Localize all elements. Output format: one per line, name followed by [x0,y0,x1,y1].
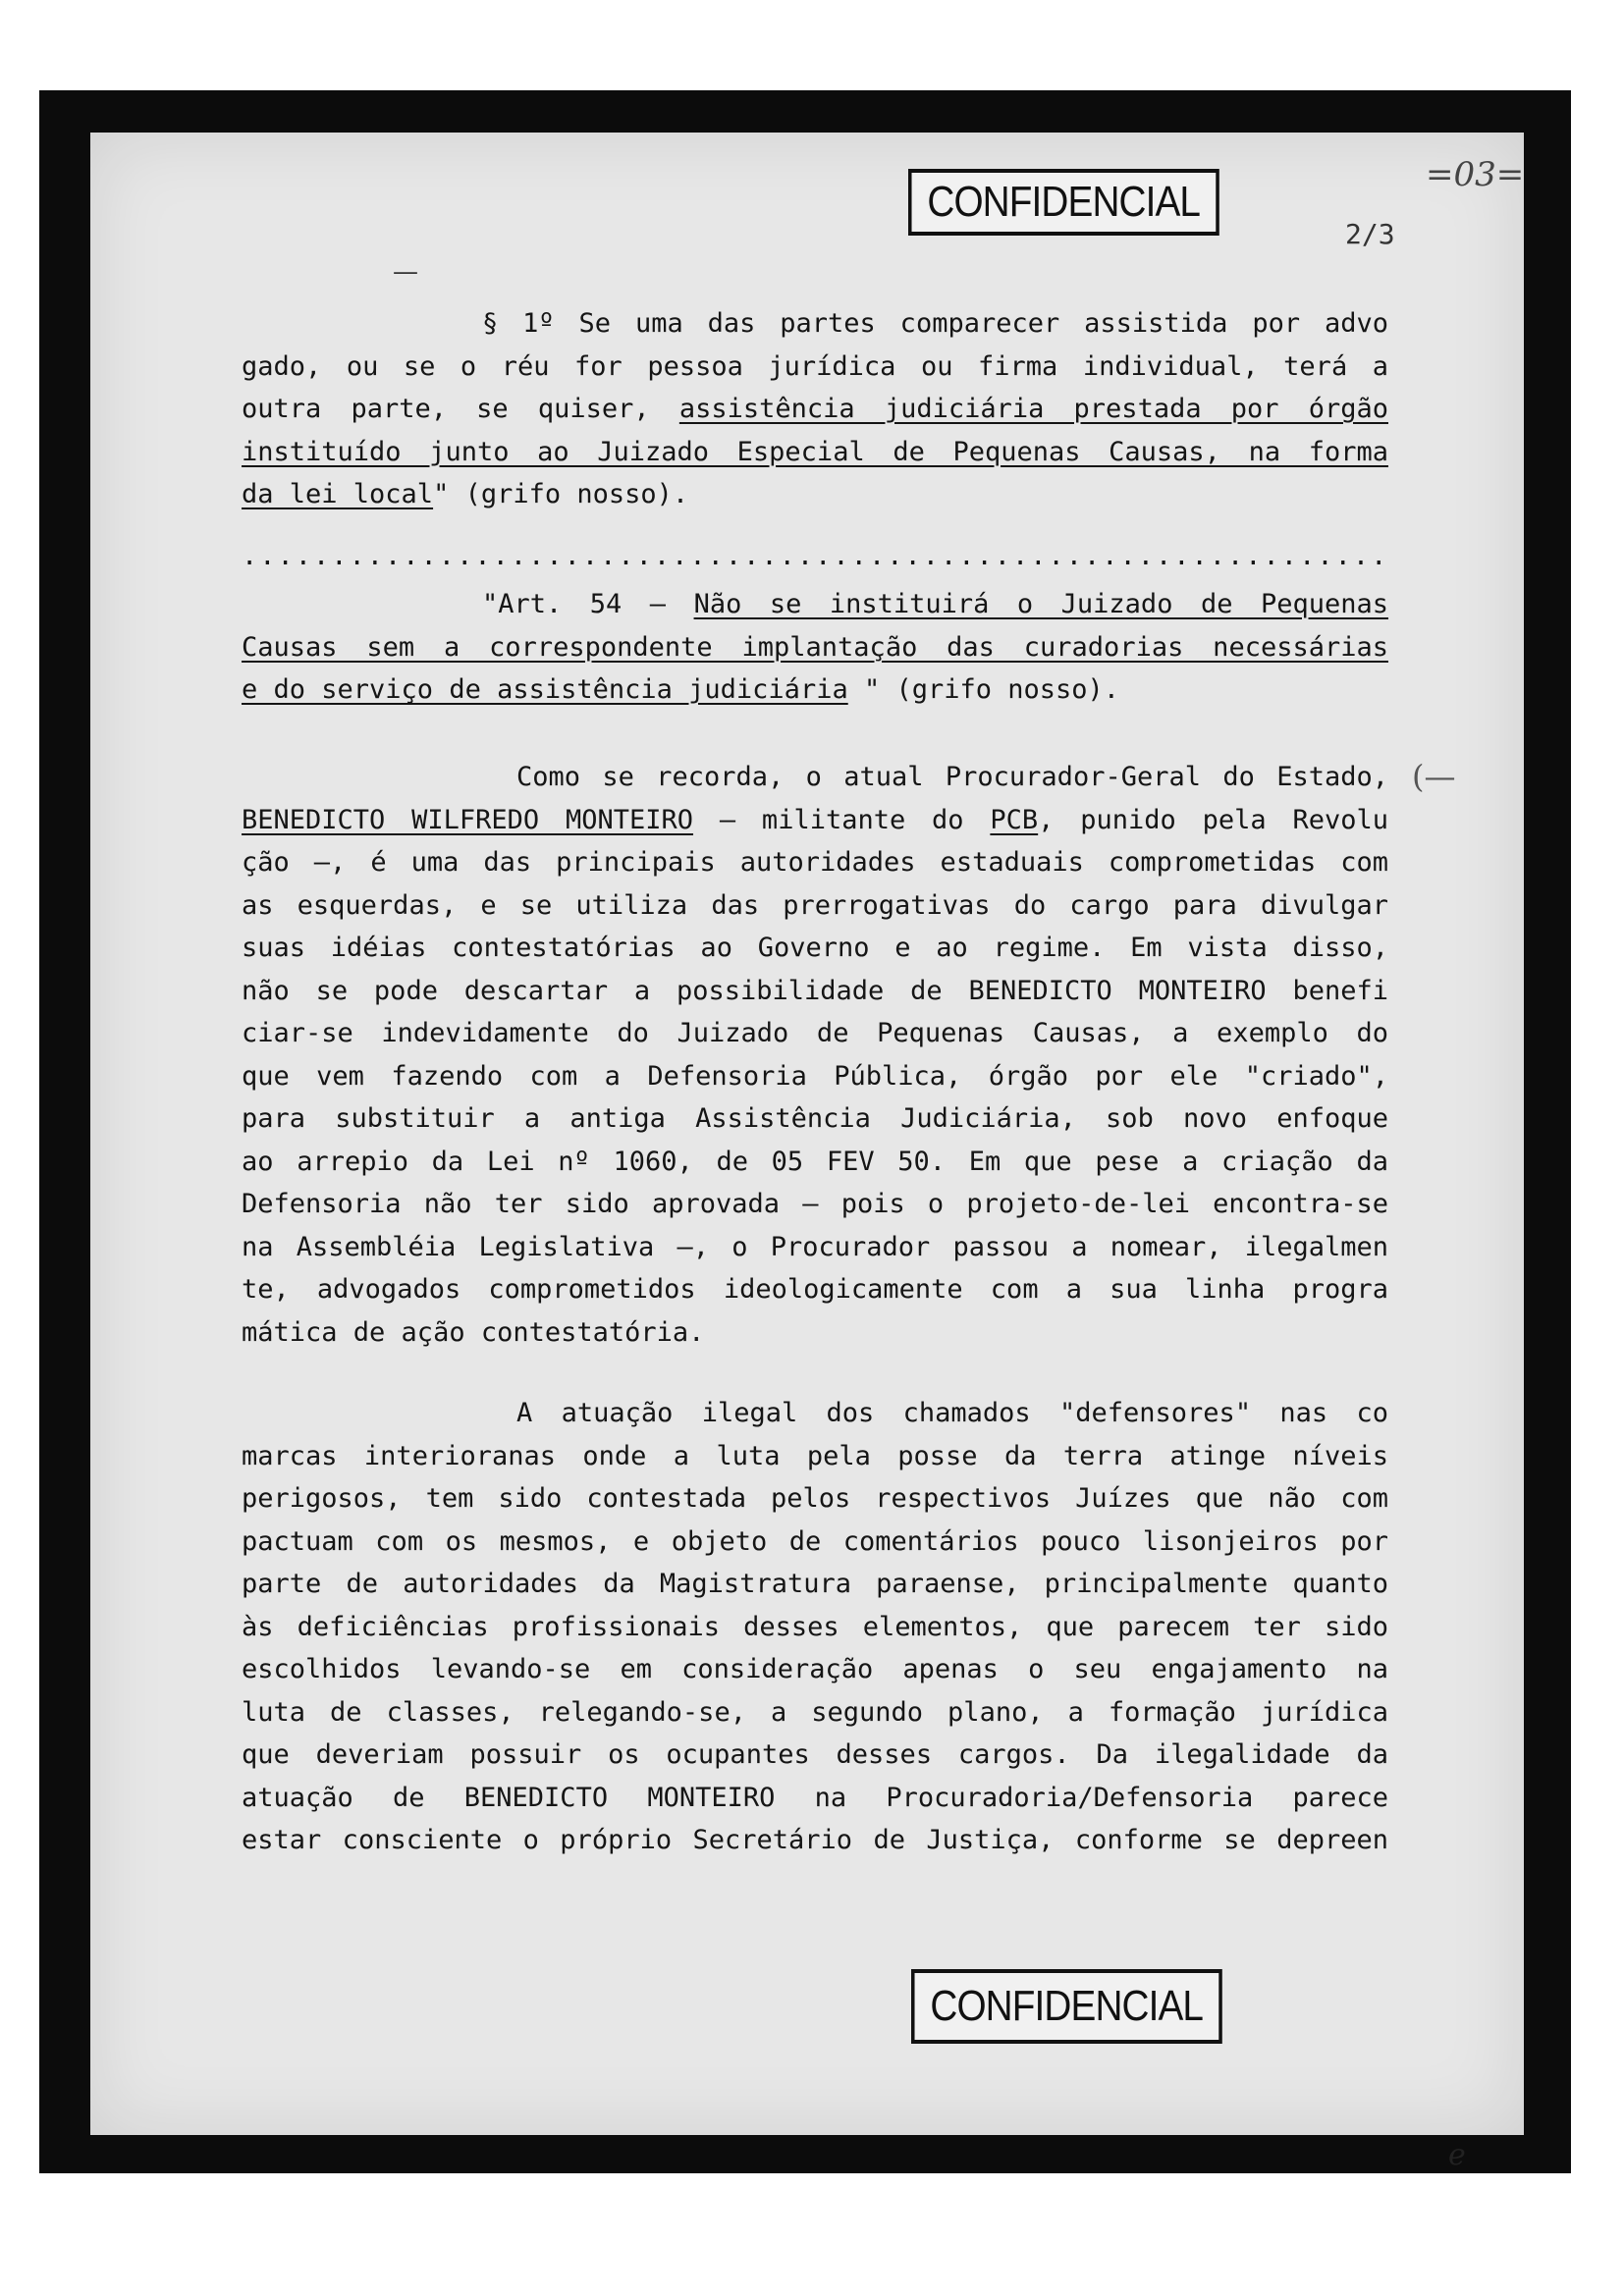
text-line: luta de classes, relegando-se, a segundo plano, a formação jurídica [242,1696,1388,1728]
handwritten-initial: e [1448,2138,1466,2172]
text-line [242,583,1388,626]
text-line: às deficiências profissionais desses elementos, que parecem ter sido [242,1611,1388,1642]
text-line: § 1º Se uma das partes comparecer assistida por advo [482,308,1388,339]
underlined-text: PCB [990,804,1039,835]
separator-line [242,535,1388,578]
text-line [242,473,1388,516]
quote-paragraph-1 [242,302,1388,516]
underlined-text: assistência judiciária prestada por órgão [678,394,1388,424]
confidential-stamp-top: CONFIDENCIAL [908,169,1218,236]
text-line-underlined: Causas sem a correspondente implantação das curadorias necessárias [242,631,1388,663]
text-line: suas idéias contestatórias ao Governo e ao regime. Em vista disso, [242,933,1388,963]
text-line [242,668,1388,712]
margin-dash-mark: — [393,257,418,287]
dotted-separator: ................................................................ [242,541,1388,571]
text-line: não se pode descartar a possibilidade de BENEDICTO MONTEIRO benefi [242,975,1388,1006]
text-segment: " (grifo nosso). [847,674,1120,705]
text-line: ção —, é uma das principais autoridades estaduais comprometidas com [242,847,1388,878]
body-paragraph-2 [242,1392,1388,1862]
text-line: ciar-se indevidamente do Juizado de Pequenas Causas, a exemplo do [242,1018,1388,1048]
text-line: escolhidos levando-se em consideração apenas o seu engajamento na [242,1654,1388,1684]
text-line [242,388,1388,431]
text-line: mática de ação contestatória. [242,1316,705,1348]
underlined-text: Não se instituirá o Juizado de Pequenas [693,589,1389,619]
text-line: Defensoria não ter sido aprovada — pois o projeto-de-lei encontra-se [242,1189,1388,1219]
text-line: te, advogados comprometidos ideologicamente com a sua linha progra [242,1274,1388,1305]
text-line: que deveriam possuir os ocupantes desses cargos. Da ilegalidade da [242,1739,1388,1770]
underlined-text: BENEDICTO WILFREDO MONTEIRO [242,804,694,835]
text-line: marcas interioranas onde a luta pela posse da terra atinge níveis [242,1440,1388,1471]
text-line: que vem fazendo com a Defensoria Pública, órgão por ele "criado", [242,1060,1388,1092]
text-segment: "Art. 54 — [482,589,694,619]
handwritten-arrow-mark: (— [1412,758,1456,795]
body-paragraph-1 [242,756,1388,1354]
text-line: para substituir a antiga Assistência Judiciária, sob novo enfoque [242,1103,1388,1134]
text-line: pactuam com os mesmos, e objeto de comentários pouco lisonjeiros por [242,1525,1388,1557]
text-line: perigosos, tem sido contestada pelos respectivos Juízes que não com [242,1483,1388,1514]
confidential-stamp-bottom: CONFIDENCIAL [911,1969,1221,2044]
underlined-text: da lei local [242,479,434,509]
text-segment: — militante do [693,804,991,835]
text-line: gado, ou se o réu for pessoa jurídica ou firma individual, terá a [242,350,1388,382]
text-line: estar consciente o próprio Secretário de Justiça, conforme se depreen [242,1825,1388,1855]
text-line-underlined: instituído junto ao Juizado Especial de Pequenas Causas, na forma [242,436,1388,467]
quote-paragraph-2 [242,583,1388,712]
text-line: na Assembléia Legislativa —, o Procurador passou a nomear, ilegalmen [242,1231,1388,1262]
text-segment: outra parte, se quiser, [242,394,679,424]
handwritten-page-mark: =03= [1426,155,1525,194]
underlined-text: e do serviço de assistência judiciária [242,674,848,705]
text-line: Como se recorda, o atual Procurador-Geral do Estado, [516,762,1388,792]
text-line: ao arrepio da Lei nº 1060, de 05 FEV 50. Em que pese a criação da [242,1146,1388,1177]
text-line [242,799,1388,842]
text-line: atuação de BENEDICTO MONTEIRO na Procuradoria/Defensoria parece [242,1782,1388,1813]
text-segment: , punido pela Revolu [1038,804,1388,835]
text-line: A atuação ilegal dos chamados "defensores" nas co [516,1398,1388,1428]
text-segment: " (grifo nosso). [433,479,689,509]
text-line: parte de autoridades da Magistratura paraense, principalmente quanto [242,1569,1388,1599]
page-number: 2/3 [1345,218,1395,250]
text-line: as esquerdas, e se utiliza das prerrogativas do cargo para divulgar [242,889,1388,921]
